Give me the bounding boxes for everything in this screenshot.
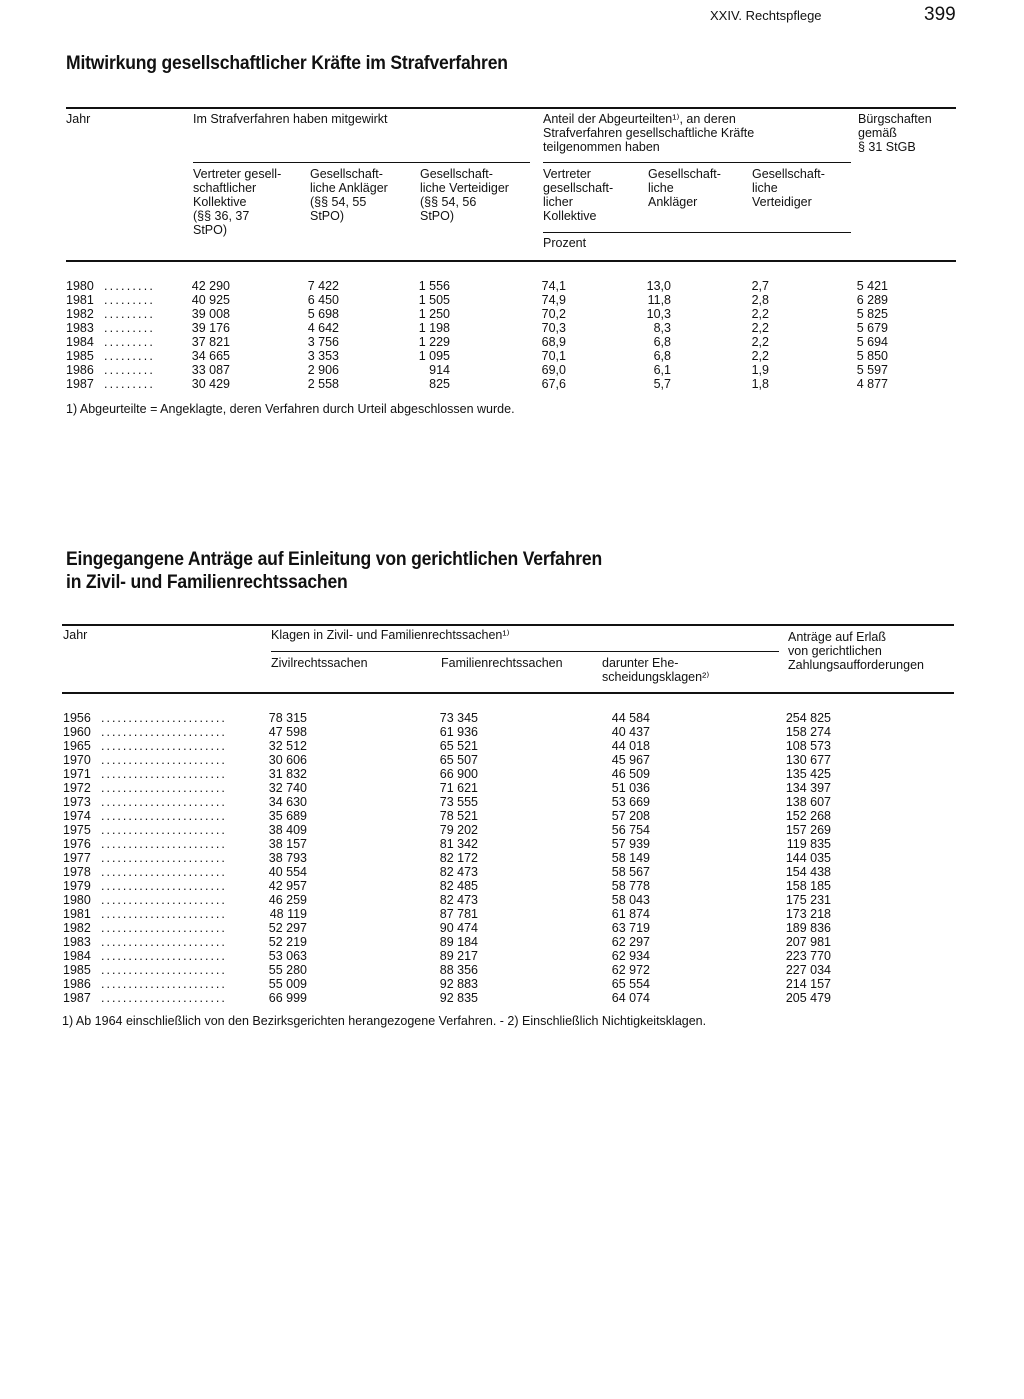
- table2-cell-c2: 82 473: [439, 865, 478, 879]
- table2-top-rule: [62, 624, 954, 626]
- table2-cell-c1: 55 280: [268, 963, 307, 977]
- table1-row-year: 1987: [66, 377, 94, 391]
- table1-cell-c4: 74,1: [541, 279, 566, 293]
- table2-head-col3-line: darunter Ehe-: [602, 656, 679, 670]
- table2-title-line: in Zivil- und Familienrechtssachen: [66, 571, 348, 593]
- table1-cell-c2: 6 450: [307, 293, 339, 307]
- table2-cell-c1: 42 957: [268, 879, 307, 893]
- table2-cell-c4: 152 268: [785, 809, 831, 823]
- table2-row-year: 1975: [63, 823, 91, 837]
- table2-cell-c4: 108 573: [785, 739, 831, 753]
- table2-cell-c4: 227 034: [785, 963, 831, 977]
- table2-head-col4: [788, 630, 924, 672]
- table2-cell-c1: 30 606: [268, 753, 307, 767]
- leader-dots: .......................: [101, 711, 227, 725]
- chapter-header: XXIV. Rechtspflege: [710, 8, 822, 23]
- table1-head-col6-line: liche: [752, 181, 778, 195]
- table1-head-col5-line: Ankläger: [648, 195, 698, 209]
- table1-head-col3-line: Gesellschaft-: [420, 167, 493, 181]
- table2-cell-c1: 52 219: [268, 935, 307, 949]
- table1-top-rule: [66, 107, 956, 109]
- table2-cell-c1: 46 259: [268, 893, 307, 907]
- table2-footnote: 1) Ab 1964 einschließlich von den Bezirksgerichten herangezogene Verfahren. - 2) Einschließlich Nichtigkeitsklagen.: [62, 1014, 707, 1028]
- table2-group1-rule: [271, 651, 779, 652]
- table2-cell-c1: 32 512: [268, 739, 307, 753]
- table2-cell-c2: 90 474: [439, 921, 478, 935]
- table1-cell-c5: 11,8: [647, 293, 671, 307]
- table1-cell-c2: 2 558: [307, 377, 339, 391]
- table2-cell-c3: 64 074: [611, 991, 650, 1005]
- leader-dots: .......................: [101, 949, 227, 963]
- table2-row-year: 1960: [63, 725, 91, 739]
- leader-dots: .........: [104, 293, 156, 307]
- table1-head-col3-line: liche Verteidiger: [420, 181, 509, 195]
- table2-row-year: 1979: [63, 879, 91, 893]
- table2-cell-c4: 157 269: [785, 823, 831, 837]
- table2-cell-c1: 55 009: [268, 977, 307, 991]
- leader-dots: .........: [104, 363, 156, 377]
- leader-dots: .......................: [101, 795, 227, 809]
- table2-cell-c3: 45 967: [611, 753, 650, 767]
- table2-cell-c2: 65 521: [439, 739, 478, 753]
- table2-cell-c2: 87 781: [439, 907, 478, 921]
- leader-dots: .......................: [101, 893, 227, 907]
- table2-cell-c4: 135 425: [785, 767, 831, 781]
- table1-head-col6: [752, 167, 825, 209]
- table2-row-year: 1974: [63, 809, 91, 823]
- table2-cell-c3: 57 939: [611, 837, 650, 851]
- table2-cell-c2: 73 345: [439, 711, 478, 725]
- table2-cell-c4: 154 438: [785, 865, 831, 879]
- leader-dots: .........: [104, 335, 156, 349]
- table2-cell-c2: 79 202: [439, 823, 478, 837]
- table2-head-col1: Zivilrechtssachen: [271, 656, 368, 670]
- table1-head-col1-line: Vertreter gesell-: [193, 167, 282, 181]
- table2-cell-c1: 38 793: [268, 851, 307, 865]
- table2-row-year: 1982: [63, 921, 91, 935]
- page-number: 399: [924, 4, 956, 25]
- table2-row-year: 1977: [63, 851, 91, 865]
- table1-cell-c4: 70,1: [541, 349, 566, 363]
- table1-head-col6-line: Verteidiger: [752, 195, 812, 209]
- leader-dots: .......................: [101, 809, 227, 823]
- table1-cell-c5: 10,3: [646, 307, 671, 321]
- table1-cell-c3: 1 556: [418, 279, 450, 293]
- leader-dots: .......................: [101, 823, 227, 837]
- table2-cell-c2: 89 184: [439, 935, 478, 949]
- table2-cell-c4: 223 770: [785, 949, 831, 963]
- table1-cell-c6: 2,2: [751, 349, 769, 363]
- table1-row-year: 1985: [66, 349, 94, 363]
- table1-head-unit: Prozent: [543, 236, 587, 250]
- table1-head-col5-line: Gesellschaft-: [648, 167, 721, 181]
- table1-cell-c1: 33 087: [191, 363, 230, 377]
- table1-cell-c2: 3 353: [307, 349, 339, 363]
- table1-row-year: 1983: [66, 321, 94, 335]
- leader-dots: .......................: [101, 935, 227, 949]
- table1-cell-c5: 6,8: [653, 335, 671, 349]
- leader-dots: .........: [104, 307, 156, 321]
- table2-cell-c1: 66 999: [268, 991, 307, 1005]
- table2-row-year: 1981: [63, 907, 91, 921]
- table2-head-col4-line: von gerichtlichen: [788, 644, 882, 658]
- table1-cell-c6: 1,8: [751, 377, 769, 391]
- leader-dots: .........: [104, 377, 156, 391]
- leader-dots: .......................: [101, 991, 227, 1005]
- table2-cell-c4: 175 231: [785, 893, 831, 907]
- table2-cell-c4: 134 397: [785, 781, 831, 795]
- table2-row-year: 1976: [63, 837, 91, 851]
- table1-head-group1: Im Strafverfahren haben mitgewirkt: [193, 112, 388, 126]
- table2-cell-c2: 92 835: [439, 991, 478, 1005]
- table2-cell-c3: 56 754: [611, 823, 650, 837]
- table1-cell-c1: 34 665: [191, 349, 230, 363]
- table2-cell-c3: 61 874: [611, 907, 650, 921]
- table1-head-col1-line: Kollektive: [193, 195, 247, 209]
- table1-title: Mitwirkung gesellschaftlicher Kräfte im Strafverfahren: [66, 52, 508, 74]
- table2-row-year: 1973: [63, 795, 91, 809]
- table1-head-col1-line: StPO): [193, 223, 228, 237]
- table1-head-col1-line: (§§ 36, 37: [193, 209, 250, 223]
- table1-head-col6-line: Gesellschaft-: [752, 167, 825, 181]
- leader-dots: .......................: [101, 725, 227, 739]
- table1-cell-c3: 1 250: [418, 307, 450, 321]
- table2-cell-c4: 207 981: [785, 935, 831, 949]
- table2-cell-c1: 35 689: [268, 809, 307, 823]
- table2-row-year: 1978: [63, 865, 91, 879]
- table1-cell-c6: 2,2: [751, 335, 769, 349]
- table2-row-year: 1985: [63, 963, 91, 977]
- table2-title-line: Eingegangene Anträge auf Einleitung von gerichtlichen Verfahren: [66, 548, 603, 570]
- table1-cell-c1: 40 925: [191, 293, 230, 307]
- table2-cell-c1: 48 119: [269, 907, 307, 921]
- table2-cell-c1: 38 409: [268, 823, 307, 837]
- leader-dots: .........: [104, 349, 156, 363]
- table1-head-col2-line: Gesellschaft-: [310, 167, 383, 181]
- table1-head-col3-line: (§§ 54, 56: [420, 195, 477, 209]
- table1-head-buerg-line: § 31 StGB: [858, 140, 916, 154]
- table2-row-year: 1965: [63, 739, 91, 753]
- table2-cell-c2: 88 356: [439, 963, 478, 977]
- table1-head-col4: [543, 167, 613, 223]
- table2-cell-c3: 44 584: [611, 711, 650, 725]
- table2-cell-c2: 73 555: [439, 795, 478, 809]
- table1-group1-rule: [193, 162, 530, 163]
- table2-cell-c3: 46 509: [611, 767, 650, 781]
- table1-cell-c2: 7 422: [307, 279, 339, 293]
- table1-cell-c5: 13,0: [646, 279, 671, 293]
- table1-row-year: 1981: [66, 293, 94, 307]
- table1-cell-c6: 2,2: [751, 321, 769, 335]
- table1-head-col4-line: gesellschaft-: [543, 181, 614, 195]
- table2-cell-c3: 44 018: [611, 739, 650, 753]
- table1-cell-c3: 1 198: [418, 321, 450, 335]
- table2-cell-c4: 214 157: [785, 977, 831, 991]
- table2-row-year: 1983: [63, 935, 91, 949]
- table2-cell-c4: 130 677: [785, 753, 831, 767]
- leader-dots: .......................: [101, 907, 227, 921]
- table1-row-year: 1980: [66, 279, 94, 293]
- table1-cell-c5: 5,7: [653, 377, 671, 391]
- table1-cell-c2: 3 756: [307, 335, 339, 349]
- table1-cell-c2: 5 698: [307, 307, 339, 321]
- leader-dots: .......................: [101, 865, 227, 879]
- leader-dots: .......................: [101, 767, 227, 781]
- table1-head-group2-line: Strafverfahren gesellschaftliche Kräfte: [543, 126, 755, 140]
- table2-cell-c2: 81 342: [439, 837, 478, 851]
- table1-cell-c2: 4 642: [307, 321, 339, 335]
- leader-dots: .........: [104, 279, 156, 293]
- table2-cell-c4: 173 218: [785, 907, 831, 921]
- table1-cell-c3: 825: [429, 377, 450, 391]
- table1-head-col1-line: schaftlicher: [193, 181, 257, 195]
- table2-cell-c1: 53 063: [268, 949, 307, 963]
- table2-row-year: 1972: [63, 781, 91, 795]
- table2-head-col3-line: scheidungsklagen²⁾: [602, 670, 710, 684]
- table1-head-year: Jahr: [66, 112, 91, 126]
- table1-cell-c7: 5 421: [856, 279, 888, 293]
- table1-cell-c5: 6,8: [653, 349, 671, 363]
- table1-cell-c4: 69,0: [541, 363, 566, 377]
- table1-cell-c7: 5 679: [856, 321, 888, 335]
- table1-cell-c7: 5 597: [856, 363, 888, 377]
- table2-cell-c3: 57 208: [611, 809, 650, 823]
- table1-head-col3-line: StPO): [420, 209, 455, 223]
- table1-head-group2-line: Anteil der Abgeurteilten¹⁾, an deren: [543, 112, 736, 126]
- table2-cell-c3: 58 778: [611, 879, 650, 893]
- table2-cell-c1: 78 315: [268, 711, 307, 725]
- leader-dots: .......................: [101, 753, 227, 767]
- table2-row-year: 1980: [63, 893, 91, 907]
- leader-dots: .......................: [101, 851, 227, 865]
- table2-cell-c1: 32 740: [268, 781, 307, 795]
- table1-head-buerg-line: gemäß: [858, 126, 897, 140]
- table1-cell-c1: 30 429: [191, 377, 230, 391]
- table2-cell-c1: 40 554: [268, 865, 307, 879]
- table2-cell-c3: 65 554: [611, 977, 650, 991]
- table1-cell-c6: 1,9: [751, 363, 769, 377]
- table1-row-year: 1986: [66, 363, 94, 377]
- table2-cell-c1: 31 832: [268, 767, 307, 781]
- table2-head-bottom-rule: [62, 692, 954, 694]
- table1-footnote: 1) Abgeurteilte = Angeklagte, deren Verfahren durch Urteil abgeschlossen wurde.: [66, 402, 515, 416]
- table2-row-year: 1987: [63, 991, 91, 1005]
- table2-cell-c4: 158 274: [785, 725, 831, 739]
- table2-head-year: Jahr: [63, 628, 88, 642]
- table2-cell-c2: 82 485: [439, 879, 478, 893]
- table1-head-bottom-rule: [66, 260, 956, 262]
- table1-cell-c4: 74,9: [541, 293, 566, 307]
- table1-cell-c7: 5 694: [856, 335, 888, 349]
- table2-row-year: 1970: [63, 753, 91, 767]
- table1-head-col2-line: (§§ 54, 55: [310, 195, 367, 209]
- table2-cell-c3: 62 297: [611, 935, 650, 949]
- table2-cell-c2: 89 217: [439, 949, 478, 963]
- table2-cell-c2: 65 507: [439, 753, 478, 767]
- leader-dots: .......................: [101, 963, 227, 977]
- table2-cell-c4: 205 479: [785, 991, 831, 1005]
- table2-row-year: 1956: [63, 711, 91, 725]
- table2-cell-c4: 254 825: [785, 711, 831, 725]
- table1-cell-c6: 2,2: [751, 307, 769, 321]
- table2-cell-c2: 71 621: [439, 781, 478, 795]
- table2-cell-c4: 119 835: [786, 837, 831, 851]
- leader-dots: .......................: [101, 781, 227, 795]
- table2-cell-c2: 92 883: [439, 977, 478, 991]
- table2-head-group1: Klagen in Zivil- und Familienrechtssachen¹⁾: [271, 628, 510, 642]
- table1-cell-c2: 2 906: [307, 363, 339, 377]
- table2-cell-c3: 62 972: [611, 963, 650, 977]
- table1-cell-c5: 6,1: [653, 363, 671, 377]
- table2-cell-c2: 82 172: [439, 851, 478, 865]
- table1-percent-rule: [543, 232, 851, 233]
- table1-row-year: 1984: [66, 335, 94, 349]
- table1-head-buergschaften: [858, 112, 932, 154]
- table1-head-group2-line: teilgenommen haben: [543, 140, 660, 154]
- table1-cell-c6: 2,7: [751, 279, 769, 293]
- table1-head-buerg-line: Bürgschaften: [858, 112, 932, 126]
- table2-cell-c3: 51 036: [611, 781, 650, 795]
- table1-cell-c7: 5 850: [856, 349, 888, 363]
- table1-cell-c6: 2,8: [751, 293, 769, 307]
- table1-head-col4-line: Vertreter: [543, 167, 591, 181]
- table2-cell-c4: 158 185: [785, 879, 831, 893]
- table1-cell-c7: 6 289: [856, 293, 888, 307]
- table1-cell-c3: 1 229: [418, 335, 450, 349]
- table2-cell-c3: 53 669: [611, 795, 650, 809]
- table2-row-year: 1986: [63, 977, 91, 991]
- table2-cell-c1: 38 157: [268, 837, 307, 851]
- leader-dots: .......................: [101, 921, 227, 935]
- table2-cell-c4: 138 607: [785, 795, 831, 809]
- table1-cell-c3: 1 095: [418, 349, 450, 363]
- table2-title: [66, 548, 602, 594]
- table2-head-col3: [602, 656, 709, 684]
- table1-head-col2-line: StPO): [310, 209, 345, 223]
- table1-cell-c1: 39 176: [191, 321, 230, 335]
- leader-dots: .......................: [101, 977, 227, 991]
- table1-row-year: 1982: [66, 307, 94, 321]
- table2-cell-c3: 58 043: [611, 893, 650, 907]
- table2-cell-c4: 144 035: [785, 851, 831, 865]
- table2-cell-c2: 66 900: [439, 767, 478, 781]
- table1-head-col1: [193, 167, 281, 237]
- table1-head-col5-line: liche: [648, 181, 674, 195]
- leader-dots: .........: [104, 321, 156, 335]
- table2-cell-c2: 82 473: [439, 893, 478, 907]
- table2-cell-c3: 40 437: [611, 725, 650, 739]
- table2-row-year: 1971: [63, 767, 91, 781]
- table2-head-col4-line: Anträge auf Erlaß: [788, 630, 886, 644]
- table1-cell-c5: 8,3: [653, 321, 671, 335]
- table1-cell-c1: 39 008: [191, 307, 230, 321]
- table1-cell-c3: 1 505: [418, 293, 450, 307]
- table1-head-col4-line: Kollektive: [543, 209, 597, 223]
- table1-cell-c1: 42 290: [191, 279, 230, 293]
- leader-dots: .......................: [101, 837, 227, 851]
- table1-cell-c4: 70,3: [541, 321, 566, 335]
- table2-row-year: 1984: [63, 949, 91, 963]
- table1-head-col5: [648, 167, 721, 209]
- leader-dots: .......................: [101, 739, 227, 753]
- leader-dots: .......................: [101, 879, 227, 893]
- table1-cell-c1: 37 821: [191, 335, 230, 349]
- table1-cell-c4: 70,2: [541, 307, 566, 321]
- table2-cell-c4: 189 836: [785, 921, 831, 935]
- table2-head-col2: Familienrechtssachen: [441, 656, 563, 670]
- table1-cell-c3: 914: [429, 363, 450, 377]
- table2-cell-c3: 63 719: [611, 921, 650, 935]
- table1-cell-c7: 5 825: [856, 307, 888, 321]
- table2-cell-c1: 34 630: [268, 795, 307, 809]
- table1-head-col4-line: licher: [543, 195, 573, 209]
- table1-cell-c7: 4 877: [856, 377, 888, 391]
- table1-head-col2: [310, 167, 388, 223]
- table2-cell-c1: 47 598: [268, 725, 307, 739]
- table2-cell-c1: 52 297: [268, 921, 307, 935]
- table2-cell-c3: 58 149: [611, 851, 650, 865]
- table2-cell-c3: 62 934: [611, 949, 650, 963]
- table1-cell-c4: 68,9: [541, 335, 566, 349]
- table1-cell-c4: 67,6: [541, 377, 566, 391]
- table2-cell-c2: 61 936: [439, 725, 478, 739]
- table1-head-group2: [543, 112, 754, 154]
- table2-cell-c2: 78 521: [439, 809, 478, 823]
- table1-head-col3: [420, 167, 509, 223]
- table2-head-col4-line: Zahlungsaufforderungen: [788, 658, 924, 672]
- table1-group2-rule: [543, 162, 851, 163]
- table1-head-col2-line: liche Ankläger: [310, 181, 388, 195]
- table2-cell-c3: 58 567: [611, 865, 650, 879]
